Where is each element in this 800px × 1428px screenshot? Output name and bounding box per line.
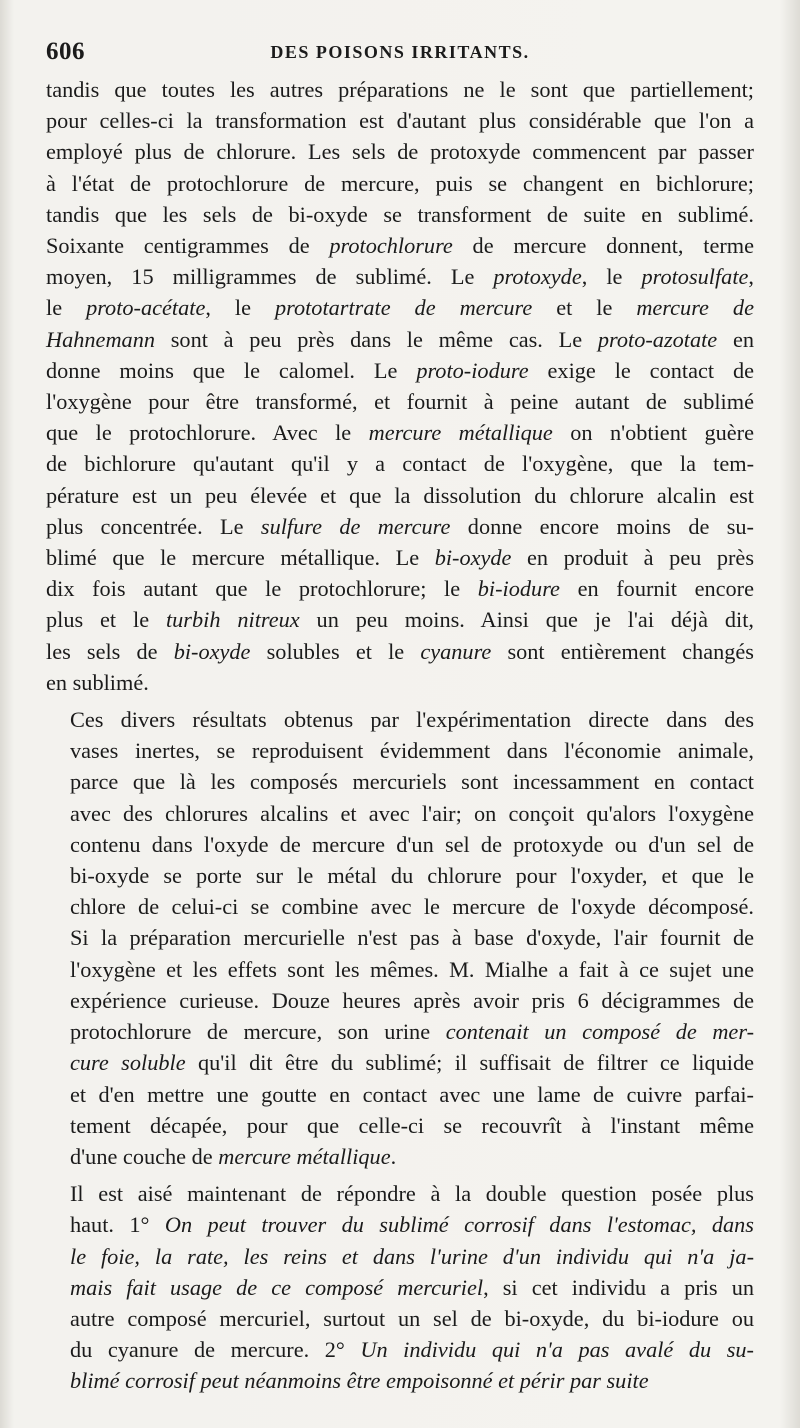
text-line	[46, 1241, 754, 1272]
text-run: employé plus de chlorure. Les sels de protoxyde commencent par passer	[46, 139, 754, 165]
text-line	[46, 922, 754, 953]
text-run: tement décapée, pour que celle-ci se recouvrît à l'instant même	[70, 1112, 754, 1138]
italic-term: mercure métallique	[368, 420, 553, 446]
text-line	[46, 168, 754, 199]
italic-term: On peut trouver du sublimé corrosif dans l'estomac, dans	[164, 1212, 754, 1238]
text-line	[46, 1047, 754, 1078]
text-run: en sublimé.	[46, 669, 149, 695]
text-run: , le	[581, 264, 642, 290]
text-run: .	[390, 1143, 397, 1169]
text-run: d'une couche de	[70, 1143, 219, 1169]
text-line	[46, 261, 754, 292]
italic-term: bi-iodure	[477, 576, 560, 602]
text-line	[46, 604, 754, 635]
text-line	[46, 891, 754, 922]
text-run: Ces divers résultats obtenus par l'expérimentation directe dans des	[70, 707, 754, 733]
text-run: les sels de	[46, 638, 174, 664]
text-run: en	[717, 326, 754, 352]
text-run: tandis que toutes les autres préparations ne le sont que partiellement;	[46, 77, 754, 102]
text-line	[46, 355, 754, 386]
text-run: blimé que le mercure métallique. Le	[46, 545, 435, 571]
text-run: sont à peu près dans le même cas. Le	[155, 326, 598, 352]
text-line	[46, 735, 754, 766]
text-run: plus et le	[46, 607, 166, 633]
text-run: de mercure donnent, terme	[452, 233, 755, 259]
paragraph	[46, 1178, 754, 1396]
text-line	[46, 136, 754, 167]
text-run: et le	[532, 295, 637, 321]
italic-term: sulfure de mercure	[260, 513, 451, 539]
text-line	[46, 573, 754, 604]
text-run: donne moins que le calomel. Le	[46, 357, 417, 383]
text-line	[46, 1272, 754, 1303]
text-line	[46, 1334, 754, 1365]
italic-term: protoxyde	[493, 264, 582, 290]
text-line	[46, 542, 754, 573]
text-run: le	[46, 295, 87, 321]
text-line	[46, 480, 754, 511]
text-run: Il est aisé maintenant de répondre à la double question posée plus	[70, 1181, 754, 1207]
text-run: exige le contact de	[528, 357, 754, 383]
text-line	[46, 1016, 754, 1047]
italic-term: cyanure	[420, 638, 492, 664]
text-line	[46, 324, 754, 355]
text-line	[46, 511, 754, 542]
italic-term: bi-oxyde	[434, 545, 512, 571]
text-run: ,	[748, 264, 754, 290]
text-run: haut. 1°	[70, 1212, 165, 1238]
text-run: Soixante centigrammes de	[46, 233, 330, 259]
text-line	[46, 798, 754, 829]
italic-term: mais fait usage de ce composé mercuriel	[70, 1274, 484, 1300]
text-run: Si la préparation mercurielle n'est pas à base d'oxyde, l'air fournit de	[70, 925, 754, 951]
text-run: en produit à peu près	[511, 545, 754, 571]
italic-term: mercure métallique	[218, 1143, 391, 1169]
text-line	[46, 1079, 754, 1110]
text-run: l'oxygène et les effets sont les mêmes. M. Mialhe a fait à ce sujet une	[70, 956, 754, 982]
text-line	[46, 829, 754, 860]
text-line	[46, 766, 754, 797]
text-run: expérience curieuse. Douze heures après avoir pris 6 décigrammes de	[70, 987, 754, 1013]
text-line	[46, 1303, 754, 1334]
text-run: sont entièrement changés	[491, 638, 754, 664]
text-line	[46, 1365, 754, 1396]
text-run: de bichlorure qu'autant qu'il y a contact de l'oxygène, que la tem-	[46, 451, 754, 477]
page-number: 606	[46, 38, 85, 65]
italic-term: contenait un composé de mer-	[445, 1019, 754, 1045]
text-run: et d'en mettre une goutte en contact avec une lame de cuivre parfai-	[70, 1081, 754, 1107]
text-run: chlore de celui-ci se combine avec le mercure de l'oxyde décomposé.	[70, 894, 754, 920]
italic-term: proto-iodure	[416, 357, 529, 383]
text-run: vases inertes, se reproduisent évidemment dans l'économie animale,	[70, 738, 754, 764]
italic-term: prototartrate de mercure	[274, 295, 533, 321]
italic-term: Hahnemann	[46, 326, 155, 352]
text-run: solubles et le	[250, 638, 421, 664]
text-line	[46, 417, 754, 448]
italic-term: bi-oxyde	[173, 638, 251, 664]
text-line	[46, 292, 754, 323]
text-line	[46, 199, 754, 230]
body-text	[46, 74, 754, 1403]
page-header	[46, 38, 754, 68]
text-run: pour celles-ci la transformation est d'autant plus considérable que l'on a	[46, 108, 754, 134]
text-line	[46, 448, 754, 479]
text-run: pérature est un peu élevée et que la dissolution du chlorure alcalin est	[46, 482, 754, 508]
italic-term: le foie, la rate, les reins et dans l'urine d'un individu qui n'a ja-	[70, 1243, 754, 1269]
text-run: moyen, 15 milligrammes de sublimé. Le	[46, 264, 494, 290]
text-line	[46, 667, 754, 698]
text-line	[46, 1110, 754, 1141]
text-line	[46, 985, 754, 1016]
text-run: plus concentrée. Le	[46, 513, 261, 539]
text-line	[46, 954, 754, 985]
paragraph	[46, 704, 754, 1172]
paragraph	[46, 74, 754, 698]
text-line	[46, 1141, 754, 1172]
text-line	[46, 636, 754, 667]
text-run: que le protochlorure. Avec le	[46, 420, 369, 446]
italic-term: proto-acétate	[86, 295, 206, 321]
text-line	[46, 105, 754, 136]
text-run: l'oxygène pour être transformé, et fournit à peine autant de sublimé	[46, 389, 754, 415]
italic-term: Un individu qui n'a pas avalé du su-	[360, 1337, 754, 1363]
italic-term: turbih nitreux	[165, 607, 300, 633]
italic-term: protochlorure	[329, 233, 453, 259]
text-line	[46, 386, 754, 417]
text-run: avec des chlorures alcalins et avec l'air; on conçoit qu'alors l'oxygène	[70, 800, 754, 826]
italic-term: proto-azotate	[597, 326, 718, 352]
text-run: parce que là les composés mercuriels sont incessamment en contact	[70, 769, 754, 795]
text-run: , le	[205, 295, 275, 321]
text-line	[46, 74, 754, 105]
text-line	[46, 230, 754, 261]
text-run: protochlorure de mercure, son urine	[70, 1019, 446, 1045]
text-run: dix fois autant que le protochlorure; le	[46, 576, 478, 602]
text-run: du cyanure de mercure. 2°	[70, 1337, 361, 1363]
text-run: un peu moins. Ainsi que je l'ai déjà dit,	[299, 607, 755, 633]
text-run: en fournit encore	[559, 576, 754, 602]
text-run: , si cet individu a pris un	[483, 1274, 754, 1300]
text-line	[46, 1209, 754, 1240]
text-run: bi-oxyde se porte sur le métal du chlorure pour l'oxyder, et que le	[70, 863, 754, 889]
italic-term: mercure de	[636, 295, 754, 321]
text-line	[46, 860, 754, 891]
text-run: qu'il dit être du sublimé; il suffisait de filtrer ce liquide	[185, 1050, 754, 1076]
text-run: tandis que les sels de bi-oxyde se transforment de suite en sublimé.	[46, 201, 754, 227]
text-run: on n'obtient guère	[552, 420, 754, 446]
italic-term: cure soluble	[70, 1050, 186, 1076]
text-run: donne encore moins de su-	[450, 513, 754, 539]
text-line	[46, 1178, 754, 1209]
running-title: DES POISONS IRRITANTS.	[270, 42, 530, 62]
text-run: à l'état de protochlorure de mercure, puis se changent en bichlorure;	[46, 170, 754, 196]
italic-term: blimé corrosif peut néanmoins être empoisonné et périr par suite	[70, 1368, 649, 1394]
text-line	[46, 704, 754, 735]
italic-term: protosulfate	[641, 264, 749, 290]
text-run: autre composé mercuriel, surtout un sel de bi-oxyde, du bi-iodure ou	[70, 1305, 754, 1331]
text-run: contenu dans l'oxyde de mercure d'un sel de protoxyde ou d'un sel de	[70, 831, 754, 857]
